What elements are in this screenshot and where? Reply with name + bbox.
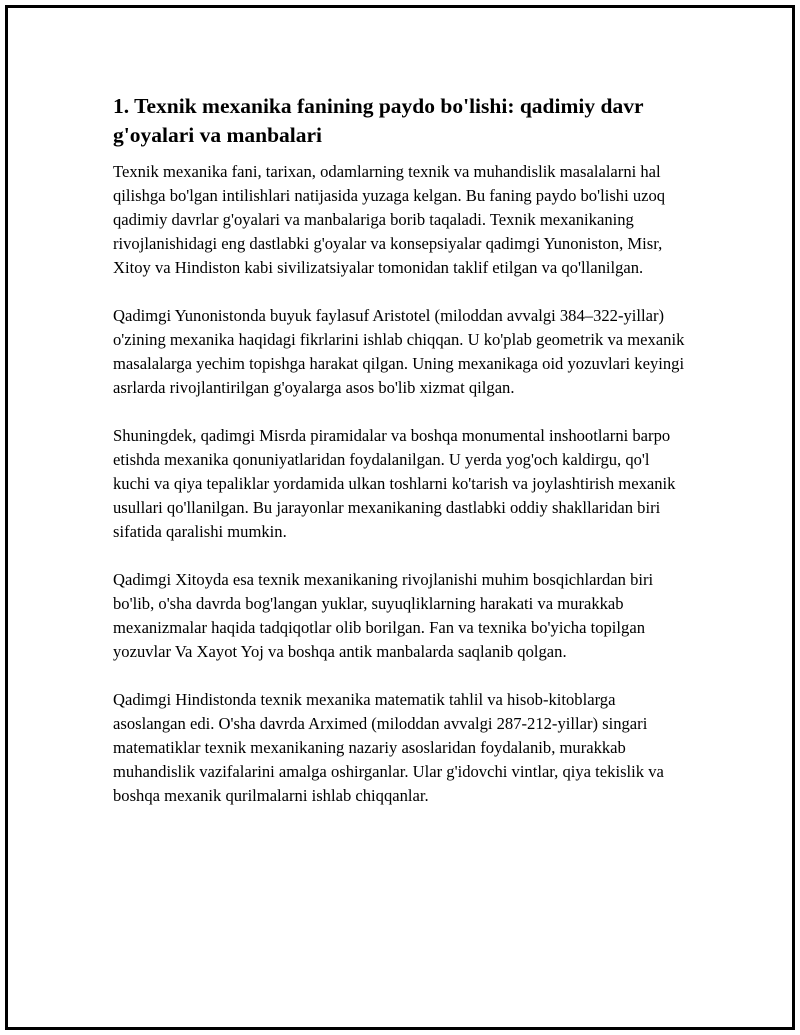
paragraph-1: Texnik mexanika fani, tarixan, odamlarning texnik va muhandislik masalalarni hal qilishga bo'lgan intilishlari natijasida yuzaga kelgan. Bu faning paydo bo'lishi uzoq qadimiy davrlar g'oyalari va manbalariga borib taqaladi. Texnik mexanikaning rivojlanishidagi eng dastlabki g'oyalar va konsepsiyalar qadimgi Yunoniston, Misr, Xitoy va Hindiston kabi sivilizatsiyalar tomonidan taklif etilgan va qo'llanilgan.	[113, 162, 666, 277]
paragraph-3: Shuningdek, qadimgi Misrda piramidalar va boshqa monumental inshootlarni barpo etishda mexanika qonuniyatlaridan foydalanilgan. U yerda yog'och kaldirgu, qo'l kuchi va qiya tepaliklar yordamida ulkan toshlarni ko'tarish va joylashtirish mexanik usullari qo'llanilgan. Bu jarayonlar mexanikaning dastlabki oddiy shakllaridan biri sifatida qaralishi mumkin.	[113, 426, 676, 541]
paragraph-5: Qadimgi Hindistonda texnik mexanika matematik tahlil va hisob-kitoblarga asoslangan edi. O'sha davrda Arximed (miloddan avvalgi 287-212-yillar) singari matematiklar texnik mexanikaning nazariy asoslaridan foydalanib, murakkab muhandislik vazifalarini amalga oshirganlar. Ular g'idovchi vintlar, qiya tekislik va boshqa mexanik qurilmalarni ishlab chiqqanlar.	[113, 690, 664, 805]
paragraph-4: Qadimgi Xitoyda esa texnik mexanikaning rivojlanishi muhim bosqichlardan biri bo'lib, o'sha davrda bog'langan yuklar, suyuqliklarning harakati va murakkab mexanizmalar haqida tadqiqotlar olib borilgan. Fan va texnika bo'yicha topilgan yozuvlar Va Xayot Yoj va boshqa antik manbalarda saqlanib qolgan.	[113, 570, 654, 661]
paragraph-2: Qadimgi Yunonistonda buyuk faylasuf Aristotel (miloddan avvalgi 384–322-yillar) o'zining mexanika haqidagi fikrlarini ishlab chiqqan. U ko'plab geometrik va mexanik masalalarga yechim topishga harakat qilgan. Uning mexanikaga oid yozuvlari keyingi asrlarda rivojlantirilgan g'oyalarga asos bo'lib xizmat qilgan.	[113, 306, 685, 397]
document-title: 1. Texnik mexanika fanining paydo bo'lishi: qadimiy davr g'oyalari va manbalari	[113, 94, 644, 147]
document-body	[113, 92, 685, 832]
